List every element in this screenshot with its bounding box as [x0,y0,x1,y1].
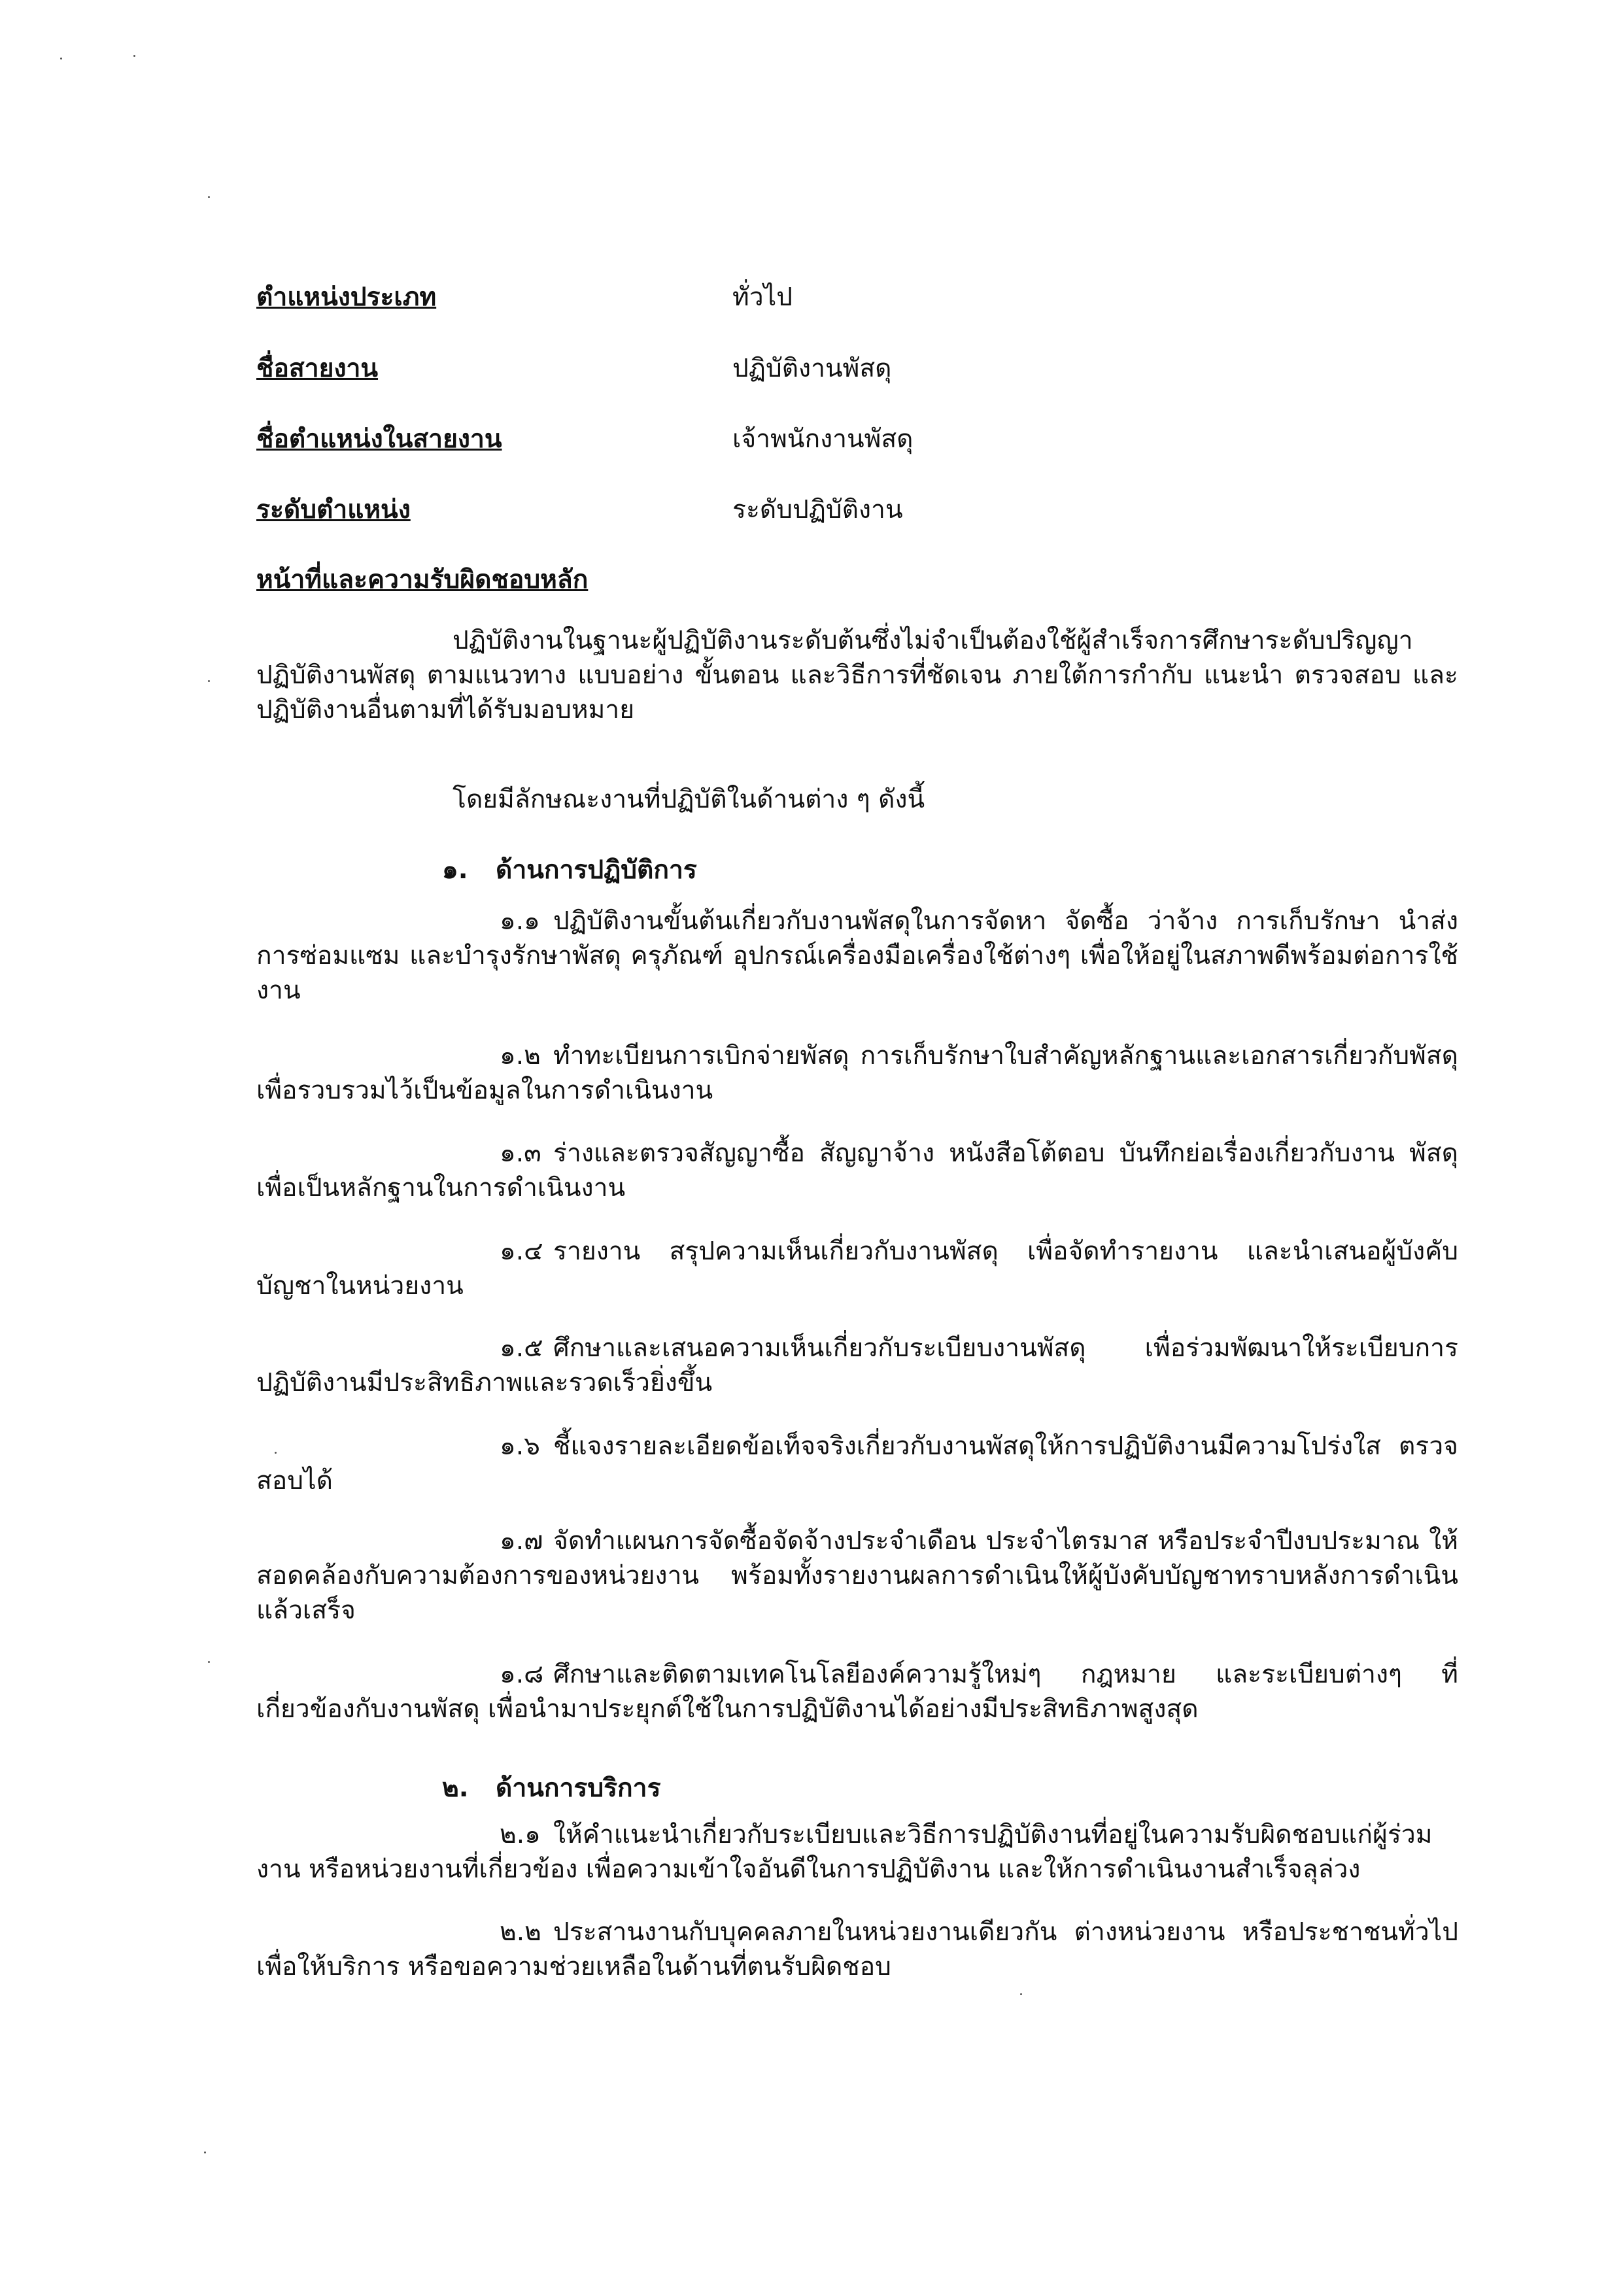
level-label: ระดับตำแหน่ง [256,495,411,524]
line-name-label: ชื่อสายงาน [256,354,379,383]
level-value: ระดับปฏิบัติงาน [732,495,903,524]
item-text: ประสานงานกับบุคคลภายในหน่วยงานเดียวกัน ต่างหน่วยงาน หรือประชาชนทั่วไป เพื่อให้บริการ หรือขอความช่วยเหลือในด้านที่ตนรับผิดชอบ [256,1917,1458,1981]
item-text: ร่างและตรวจสัญญาซื้อ สัญญาจ้าง หนังสือโต้ตอบ บันทึกย่อเรื่องเกี่ยวกับงาน พัสดุ เพื่อเป็นหลักฐานในการดำเนินงาน [256,1139,1458,1203]
scan-speck [1020,1993,1022,1995]
list-item [256,1429,1458,1498]
item-text: ปฏิบัติงานขั้นต้นเกี่ยวกับงานพัสดุในการจัดหา จัดซื้อ ว่าจ้าง การเก็บรักษา นำส่ง การซ่อมแซม และบำรุงรักษาพัสดุ ครุภัณฑ์ อุปกรณ์เครื่องมือเครื่องใช้ต่างๆ เพื่อให้อยู่ในสภาพดีพร้อมต่อการใช้งาน [256,906,1458,1005]
item-text: ให้คำแนะนำเกี่ยวกับระเบียบและวิธีการปฏิบัติงานที่อยู่ในความรับผิดชอบแก่ผู้ร่วมงาน หรือหน่วยงานที่เกี่ยวข้อง เพื่อความเข้าใจอันดีในการปฏิบัติงาน และให้การดำเนินงานสำเร็จลุล่วง [256,1820,1433,1884]
list-item [256,1331,1458,1400]
scan-speck [60,58,62,60]
line-name-row [256,351,1486,390]
scan-speck [208,680,210,682]
item-text: รายงาน สรุปความเห็นเกี่ยวกับงานพัสดุ เพื่อจัดทำรายงาน และนำเสนอผู้บังคับบัญชาในหน่วยงาน [256,1237,1458,1301]
section-title: ด้านการปฏิบัติการ [496,855,697,885]
item-number: ๑.๘ [500,1660,544,1689]
level-row [256,492,1486,532]
list-item [256,1234,1458,1303]
position-name-label: ชื่อตำแหน่งในสายงาน [256,424,502,454]
position-type-label: ตำแหน่งประเภท [256,283,437,312]
item-number: ๑.๓ [500,1139,541,1168]
section-heading-operations [442,853,697,887]
work-characteristics-intro: โดยมีลักษณะงานที่ปฏิบัติในด้านต่าง ๆ ดังนี้ [453,785,925,814]
section-title: ด้านการบริการ [496,1773,661,1803]
item-number: ๑.๔ [500,1237,543,1266]
item-number: ๒.๒ [500,1917,541,1947]
item-text: จัดทำแผนการจัดซื้อจัดจ้างประจำเดือน ประจำไตรมาส หรือประจำปีงบประมาณ ให้สอดคล้องกับความต้องการของหน่วยงาน พร้อมทั้งรายงานผลการดำเนินให้ผู้บังคับบัญชาทราบหลังการดำเนินแล้วเสร็จ [256,1526,1458,1625]
position-type-value: ทั่วไป [732,283,793,312]
list-item [256,1136,1458,1205]
item-number: ๑.๗ [500,1526,543,1556]
scan-speck [208,196,210,198]
item-number: ๑.๒ [500,1041,541,1071]
duties-title: หน้าที่และความรับผิดชอบหลัก [256,565,589,594]
item-text: ทำทะเบียนการเบิกจ่ายพัสดุ การเก็บรักษาใบสำคัญหลักฐานและเอกสารเกี่ยวกับพัสดุ เพื่อรวบรวมไว้เป็นข้อมูลในการดำเนินงาน [256,1041,1458,1105]
item-number: ๑.๕ [500,1333,543,1363]
list-item [256,1038,1458,1108]
list-item [256,904,1458,1008]
section-number: ๒. [442,1773,469,1803]
section-heading-service [442,1771,661,1806]
list-item [256,1657,1458,1726]
intro-paragraph: ปฏิบัติงานในฐานะผู้ปฏิบัติงานระดับต้นซึ่งไม่จำเป็นต้องใช้ผู้สำเร็จการศึกษาระดับปริญญา ปฏิบัติงานพัสดุ ตามแนวทาง แบบอย่าง ขั้นตอน และวิธีการที่ชัดเจน ภายใต้การกำกับ แนะนำ ตรวจสอบ และปฏิบัติงานอื่นตามที่ได้รับมอบหมาย [256,626,1458,725]
list-item [256,1915,1458,1984]
item-number: ๒.๑ [500,1820,541,1849]
list-item [256,1524,1458,1628]
scan-speck [208,1661,210,1663]
scan-speck [133,55,135,57]
position-type-row [256,280,1486,319]
position-name-row [256,422,1486,461]
list-item [256,1817,1458,1887]
line-name-value: ปฏิบัติงานพัสดุ [732,354,892,383]
item-number: ๑.๑ [500,906,540,936]
position-name-value: เจ้าพนักงานพัสดุ [732,424,914,454]
section-number: ๑. [442,855,468,885]
item-text: ศึกษาและติดตามเทคโนโลยีองค์ความรู้ใหม่ๆ กฎหมาย และระเบียบต่างๆ ที่เกี่ยวข้องกับงานพัสดุ เพื่อนำมาประยุกต์ใช้ในการปฏิบัติงานได้อย่างมีประสิทธิภาพสูงสุด [256,1660,1458,1724]
item-text: ศึกษาและเสนอความเห็นเกี่ยวกับระเบียบงานพัสดุ เพื่อร่วมพัฒนาให้ระเบียบการ ปฏิบัติงานมีประสิทธิภาพและรวดเร็วยิ่งขึ้น [256,1333,1458,1397]
item-text: ชี้แจงรายละเอียดข้อเท็จจริงเกี่ยวกับงานพัสดุให้การปฏิบัติงานมีความโปร่งใส ตรวจสอบได้ [256,1431,1458,1496]
scan-speck [204,2151,206,2153]
item-number: ๑.๖ [500,1431,540,1461]
